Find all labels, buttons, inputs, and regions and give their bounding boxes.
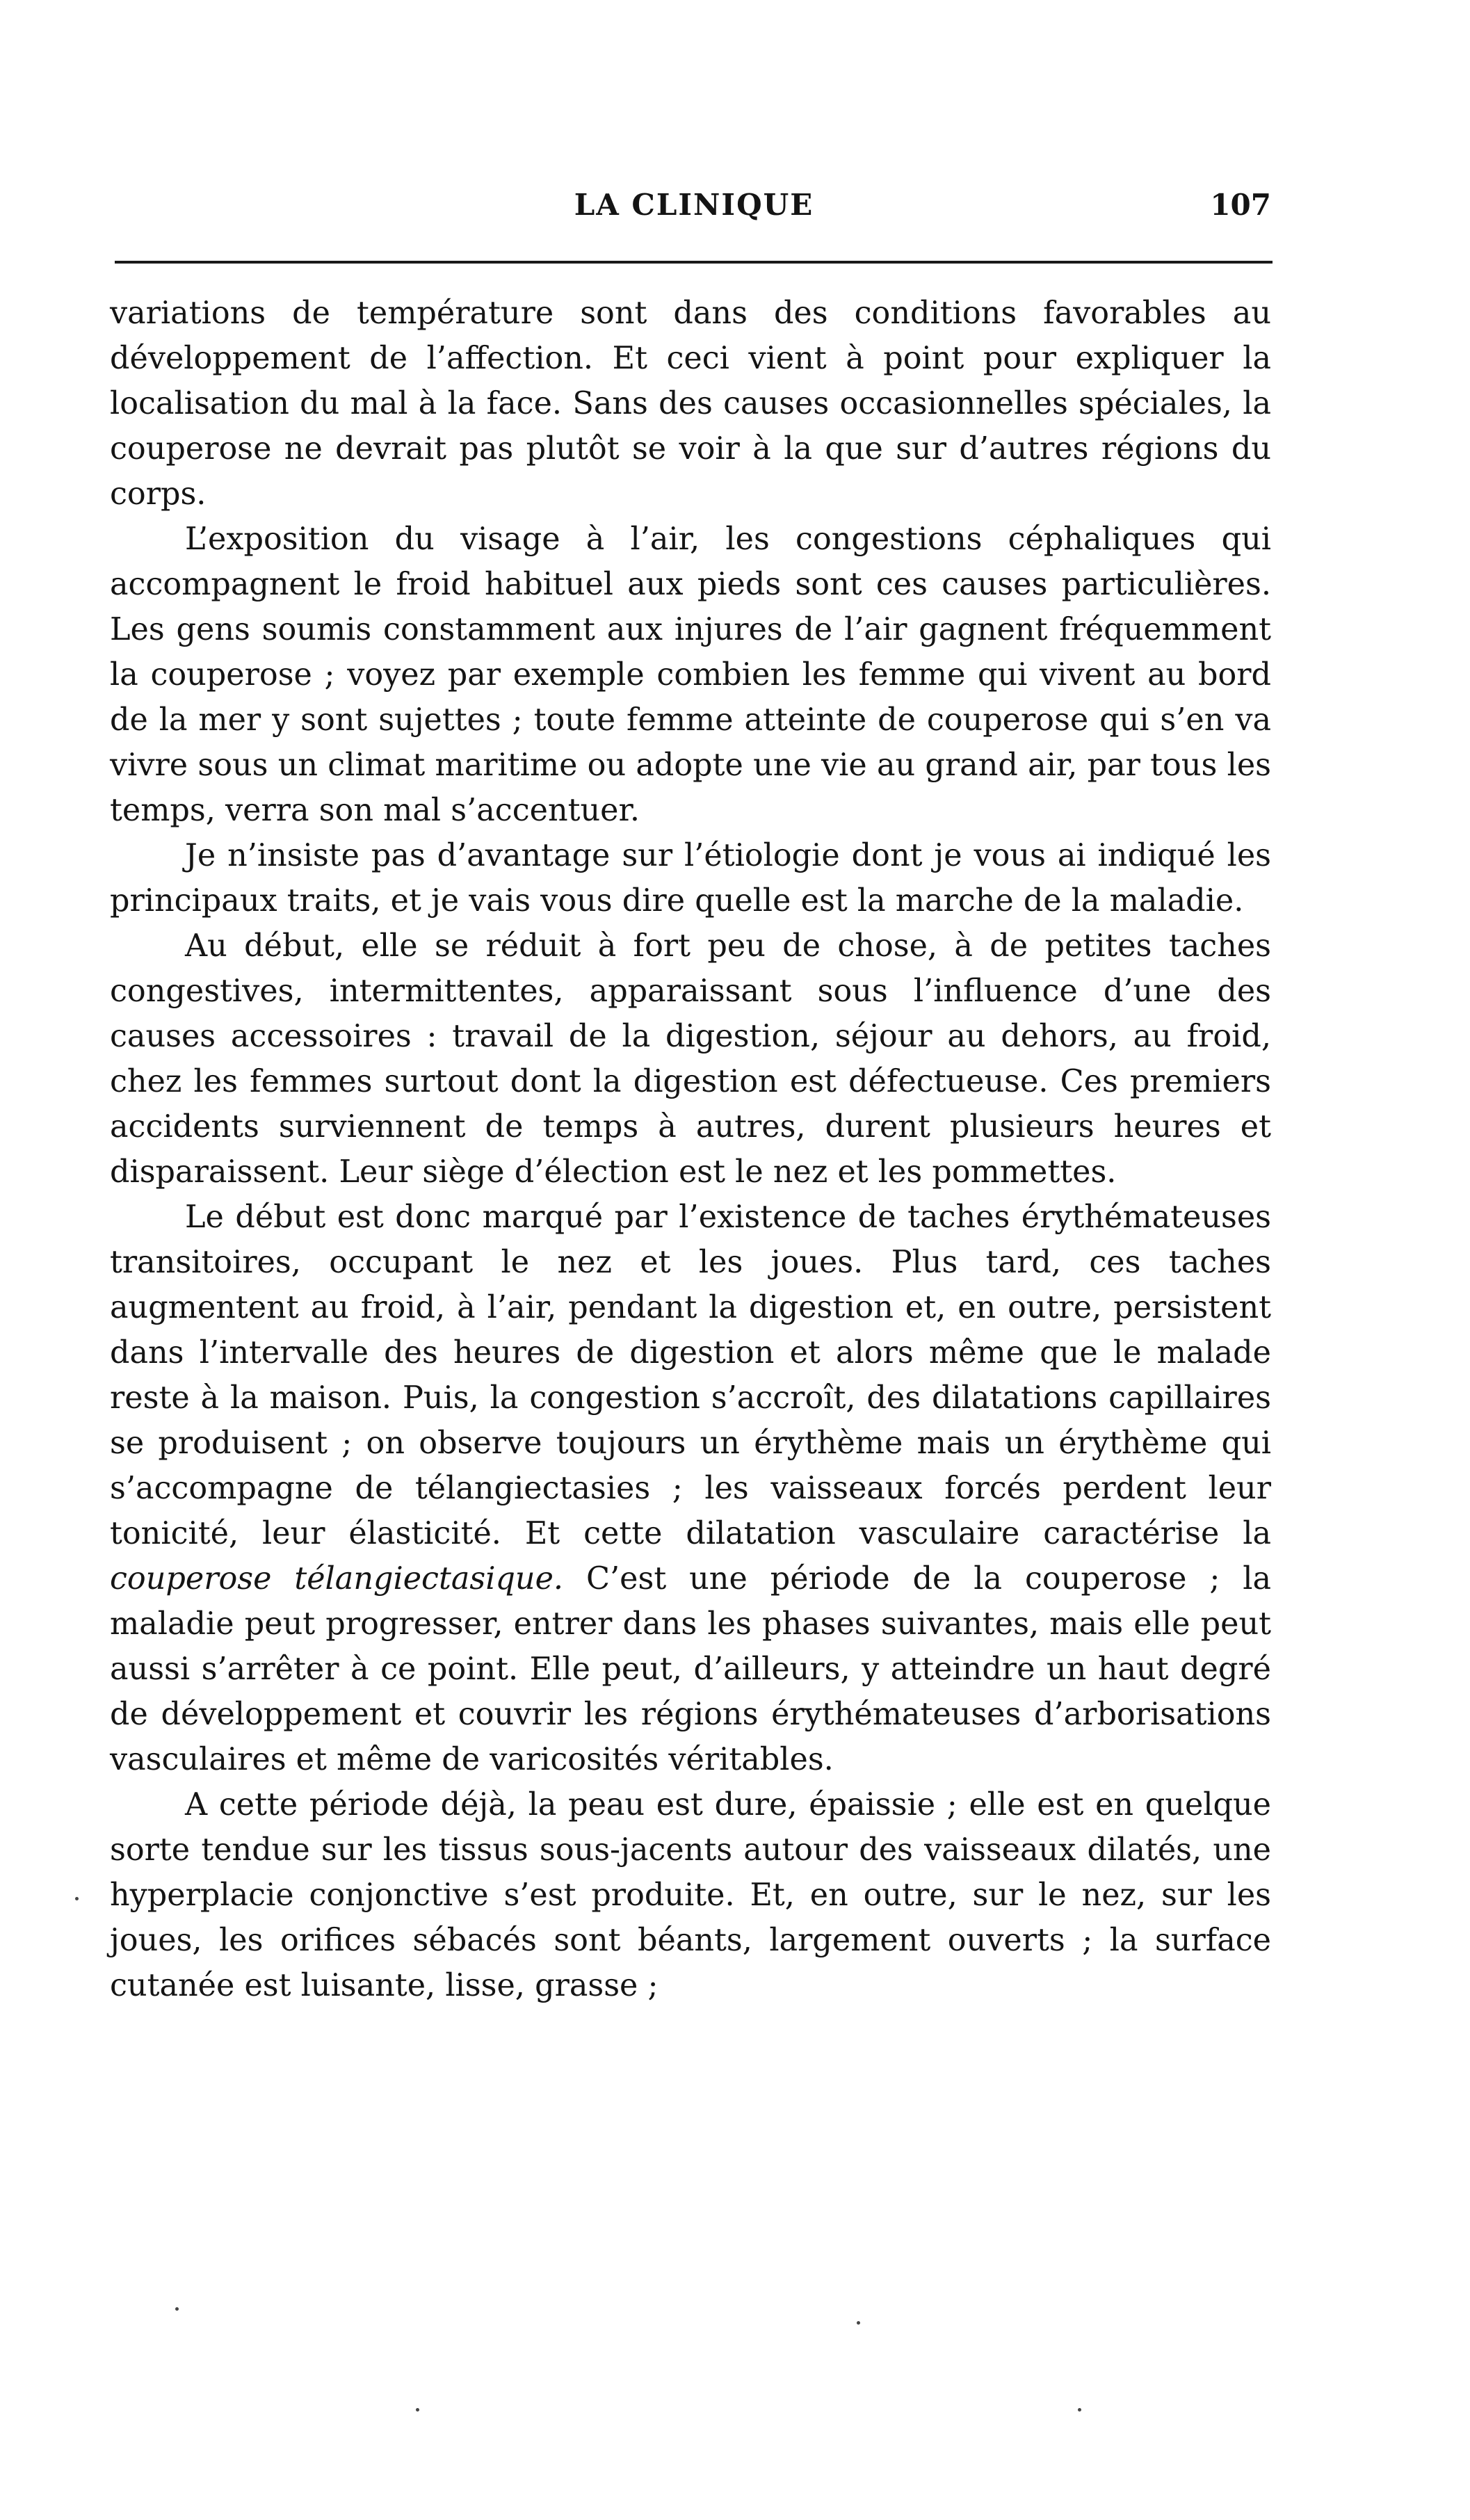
scan-speck bbox=[857, 2321, 860, 2325]
paragraph-1: variations de température sont dans des conditions favorables au développement de l’affection. Et ceci vient à point pour expliquer la localisation du mal à la face. Sans des causes occasionnelles spéciales, la couperose ne devrait pas plutôt se voir à la que sur d’autres régions du corps. bbox=[110, 296, 1271, 512]
paragraph-5-italic-term: couperose télangiectasique. bbox=[110, 1561, 564, 1597]
page-number: 107 bbox=[1210, 188, 1271, 222]
paragraph-5 bbox=[110, 1195, 1271, 1782]
body-text bbox=[110, 291, 1271, 2008]
scan-speck bbox=[416, 2408, 419, 2412]
scan-speck bbox=[75, 1897, 79, 1900]
paragraph-5-text-a: Le début est donc marqué par l’existence de taches érythémateuses transitoires, occupant le nez et les joues. Plus tard, ces taches augmentent au froid, à l’air, pendant la digestion et, en outre, persistent dans l’intervalle des heures de digestion et alors même que le malade reste à la maison. Puis, la congestion s’accroît, des dilatations capillaires se produisent ; on observe toujours un érythème mais un érythème qui s’accompagne de télangiectasies ; les vaisseaux forcés perdent leur tonicité, leur élasticité. Et cette dilatation vasculaire caractérise la bbox=[110, 1200, 1271, 1551]
running-title: LA CLINIQUE bbox=[574, 188, 814, 222]
page-header bbox=[117, 188, 1271, 229]
paragraph-4: Au début, elle se réduit à fort peu de chose, à de petites taches congestives, intermittentes, apparaissant sous l’influence d’une des causes accessoires : travail de la digestion, séjour au dehors, au froid, chez les femmes surtout dont la digestion est défectueuse. Ces premiers accidents surviennent de temps à autres, durent plusieurs heures et disparaissent. Leur siège d’élection est le nez et les pommettes. bbox=[110, 928, 1271, 1190]
paragraph-5-text-b: C’est une période de la couperose ; la maladie peut progresser, entrer dans les phases suivantes, mais elle peut aussi s’arrêter à ce point. Elle peut, d’ailleurs, y atteindre un haut degré de développement et couvrir les régions érythémateuses d’arborisations vasculaires et même de varicosités véritables. bbox=[110, 1561, 1271, 1777]
paragraph-6: A cette période déjà, la peau est dure, épaissie ; elle est en quelque sorte tendue sur les tissus sous-jacents autour des vaisseaux dilatés, une hyperplacie conjonctive s’est produite. Et, en outre, sur le nez, sur les joues, les orifices sébacés sont béants, largement ouverts ; la surface cutanée est luisante, lisse, grasse ; bbox=[110, 1787, 1271, 2003]
paragraph-2: L’exposition du visage à l’air, les congestions céphaliques qui accompagnent le froid habituel aux pieds sont ces causes particulières. Les gens soumis constamment aux injures de l’air gagnent fréquemment la couperose ; voyez par exemple combien les femme qui vivent au bord de la mer y sont sujettes ; toute femme atteinte de couperose qui s’en va vivre sous un climat maritime ou adopte une vie au grand air, par tous les temps, verra son mal s’accentuer. bbox=[110, 522, 1271, 828]
header-rule bbox=[115, 261, 1273, 264]
scan-speck bbox=[175, 2307, 179, 2311]
paragraph-3: Je n’insiste pas d’avantage sur l’étiologie dont je vous ai indiqué les principaux traits, et je vais vous dire quelle est la marche de la maladie. bbox=[110, 838, 1271, 919]
scan-speck bbox=[1078, 2408, 1081, 2412]
